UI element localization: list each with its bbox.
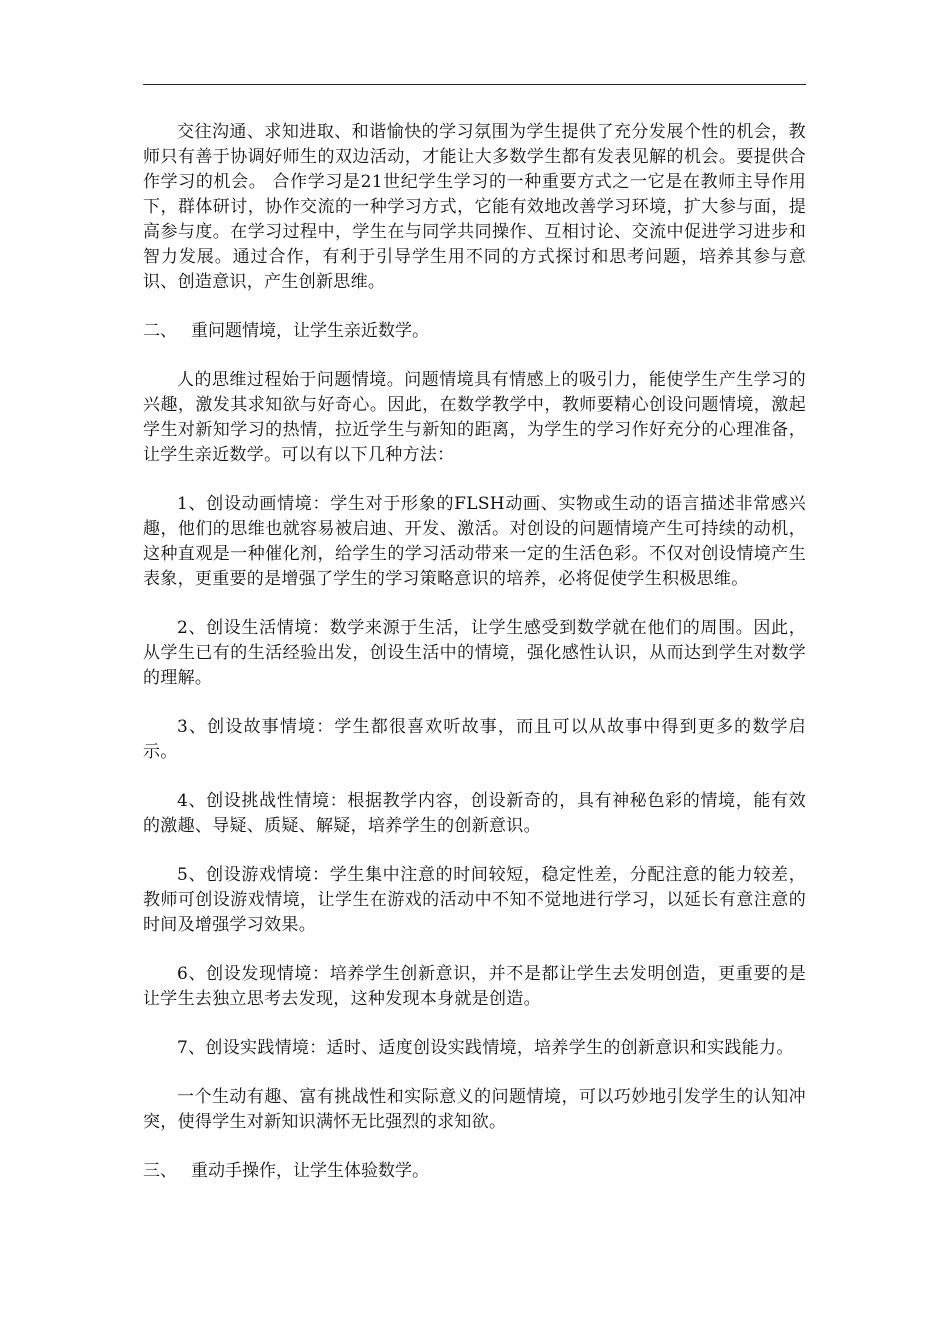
method-item-5: 5、创设游戏情境：学生集中注意的时间较短，稳定性差，分配注意的能力较差，教师可创设游戏情境，让学生在游戏的活动中不知不觉地进行学习，以延长有意注意的时间及增强学习效果。 [143,865,806,935]
method-item-7: 7、创设实践情境：适时、适度创设实践情境，培养学生的创新意识和实践能力。 [177,1038,794,1058]
section-two-intro: 人的思维过程始于问题情境。问题情境具有情感上的吸引力，能使学生产生学习的兴趣，激发其求知欲与好奇心。因此，在数学教学中，教师要精心创设问题情境，激起学生对新知学习的热情，拉近学生与新知的距离，为学生的学习作好充分的心理准备，让学生亲近数学。可以有以下几种方法： [143,370,806,465]
method-item-3: 3、创设故事情境：学生都很喜欢听故事，而且可以从故事中得到更多的数学启示。 [143,717,806,762]
method-item-2: 2、创设生活情境：数学来源于生活，让学生感受到数学就在他们的周围。因此，从学生已有的生活经验出发，创设生活中的情境，强化感性认识，从而达到学生对数学的理解。 [143,618,806,688]
header-rule [143,84,806,85]
section-two-conclusion: 一个生动有趣、富有挑战性和实际意义的问题情境，可以巧妙地引发学生的认知冲突，使得学生对新知识满怀无比强烈的求知欲。 [143,1087,806,1132]
intro-paragraph: 交往沟通、求知进取、和谐愉快的学习氛围为学生提供了充分发展个性的机会，教师只有善于协调好师生的双边活动，才能让大多数学生都有发表见解的机会。要提供合作学习的机会。 合作学习是21世纪学生学习的一种重要方式之一它是在教师主导作用下，群体研讨，协作交流的一种学习方式，它能有效地改善学习环境，扩大参与面，提高参与度。在学习过程中，学生在与同学共同操作、互相讨论、交流中促进学习进步和智力发展。通过合作，有利于引导学生用不同的方式探讨和思考问题，培养其参与意识、创造意识，产生创新思维。 [143,122,806,292]
section-three-title: 重动手操作，让学生体验数学。 [191,1161,429,1181]
method-item-1: 1、创设动画情境：学生对于形象的FLSH动画、实物或生动的语言描述非常感兴趣，他们的思维也就容易被启迪、开发、激活。对创设的问题情境产生可持续的动机，这种直观是一种催化剂，给学生的学习活动带来一定的生活色彩。不仅对创设情境产生表象，更重要的是增强了学生的学习策略意识的培养，必将促使学生积极思维。 [143,494,806,589]
section-two-title: 重问题情境，让学生亲近数学。 [191,321,429,341]
section-three-heading [143,1159,806,1184]
method-item-6: 6、创设发现情境：培养学生创新意识，并不是都让学生去发明创造，更重要的是让学生去独立思考去发现，这种发现本身就是创造。 [143,964,806,1009]
document-body [143,120,806,1208]
section-two-heading [143,319,806,344]
method-item-4: 4、创设挑战性情境：根据教学内容，创设新奇的，具有神秘色彩的情境，能有效的激趣、导疑、质疑、解疑，培养学生的创新意识。 [143,791,806,836]
section-two-number: 二、 [143,321,177,341]
section-three-number: 三、 [143,1161,177,1181]
